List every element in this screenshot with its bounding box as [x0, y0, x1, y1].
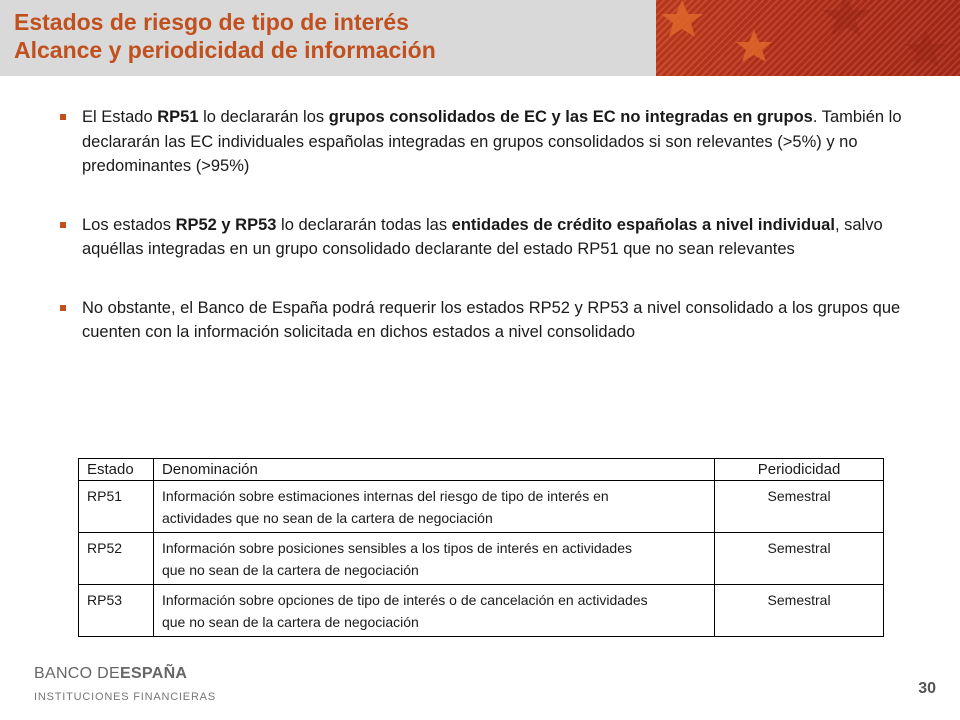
star-decoration: [656, 0, 960, 76]
cell-estado: RP52: [79, 533, 154, 585]
cell-denominacion: Información sobre posiciones sensibles a los tipos de interés en actividades que no sean de la cartera de negociación: [153, 533, 714, 585]
star-icon: [905, 30, 947, 67]
table-header-row: [79, 459, 884, 481]
table-row: [79, 533, 884, 585]
flag-banner-image: [656, 0, 960, 76]
page-number: 30: [918, 680, 936, 697]
title-line-2: Alcance y periodicidad de información: [14, 37, 436, 63]
header-band: [0, 0, 960, 76]
cell-denominacion: Información sobre opciones de tipo de interés o de cancelación en actividades que no sean de la cartera de negociación: [153, 585, 714, 637]
bullet-list: [60, 105, 920, 345]
star-icon: [661, 0, 703, 37]
banco-espana-logo: BANCO DEESPAÑA: [34, 665, 188, 682]
bullet-item-rp52-rp53: [60, 213, 920, 262]
column-header-estado: Estado: [79, 459, 154, 481]
cell-estado: RP53: [79, 585, 154, 637]
table-row: [79, 481, 884, 533]
cell-periodicidad: Semestral: [715, 481, 884, 533]
page-title: [14, 8, 654, 64]
table-row: [79, 585, 884, 637]
cell-periodicidad: Semestral: [715, 585, 884, 637]
square-bullet-icon: [60, 222, 66, 228]
bullet-item-banco-espana: [60, 296, 920, 345]
reports-table: [78, 458, 884, 637]
cell-periodicidad: Semestral: [715, 533, 884, 585]
square-bullet-icon: [60, 114, 66, 120]
footer-subtitle: INSTITUCIONES FINANCIERAS: [34, 691, 216, 703]
bullet-text: No obstante, el Banco de España podrá requerir los estados RP52 y RP53 a nivel consolidado a los grupos que cuenten con la información solicitada en dichos estados a nivel consolidado: [82, 298, 901, 341]
star-icon: [736, 30, 772, 62]
column-header-denominacion: Denominación: [153, 459, 714, 481]
bullet-text: Los estados RP52 y RP53 lo declararán todas las entidades de crédito españolas a nivel individual, salvo aquéllas integradas en un grupo consolidado declarante del estado RP51 que no sean relevantes: [82, 215, 883, 258]
column-header-periodicidad: Periodicidad: [715, 459, 884, 481]
star-icon: [822, 0, 870, 36]
bullet-text: El Estado RP51 lo declararán los grupos consolidados de EC y las EC no integradas en grupos. También lo declararán las EC individuales españolas integradas en grupos consolidados si son relevantes (>5%) y no predominantes (>95%): [82, 108, 902, 175]
bullet-item-rp51: [60, 105, 920, 179]
cell-estado: RP51: [79, 481, 154, 533]
title-line-1: Estados de riesgo de tipo de interés: [14, 9, 409, 35]
cell-denominacion: Información sobre estimaciones internas del riesgo de tipo de interés en actividades que no sean de la cartera de negociación: [153, 481, 714, 533]
square-bullet-icon: [60, 305, 66, 311]
